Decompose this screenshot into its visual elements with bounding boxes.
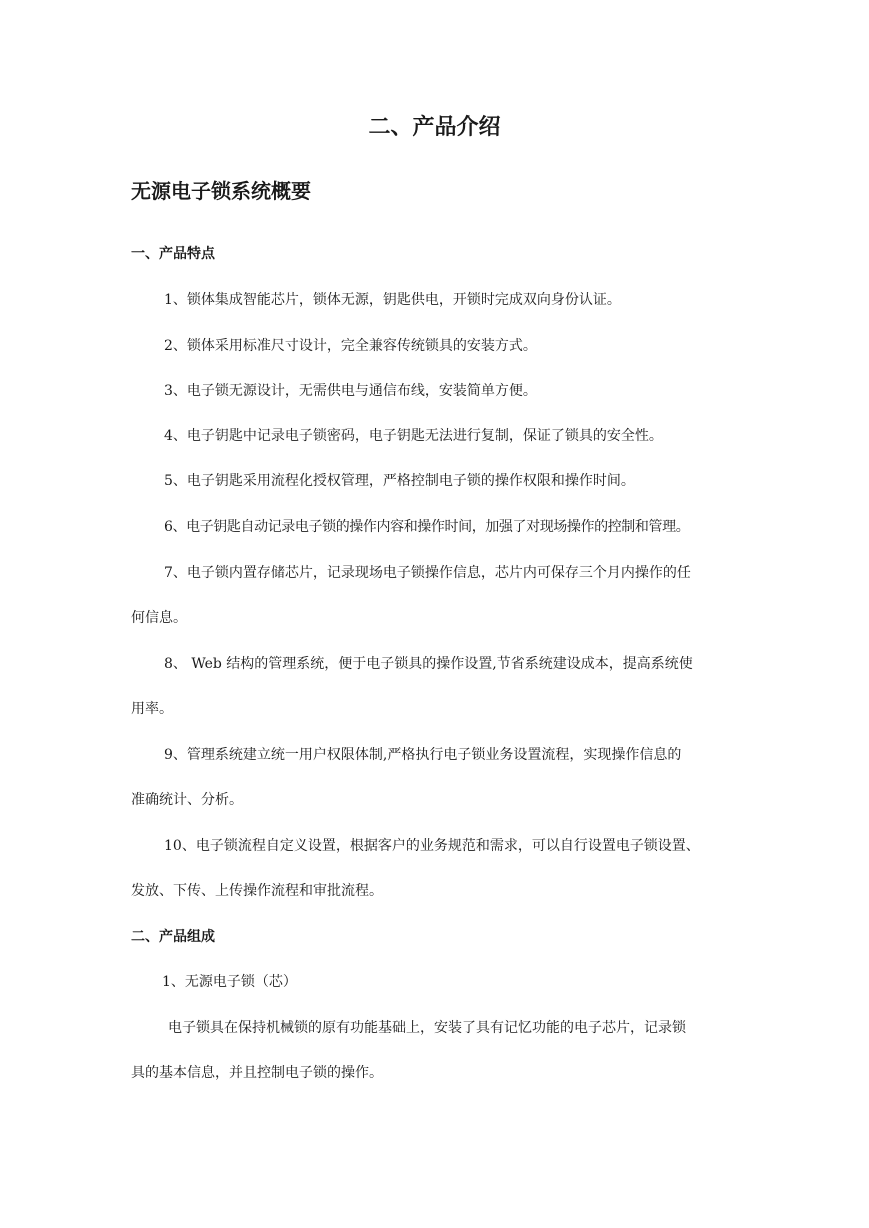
section-heading-features: 一、产品特点: [131, 246, 215, 262]
feature-item-7-continued: 何信息。: [131, 610, 187, 626]
feature-item-3: 3、电子锁无源设计，无需供电与通信布线，安装简单方便。: [164, 383, 537, 399]
feature-item-10: 10、电子锁流程自定义设置，根据客户的业务规范和需求，可以自行设置电子锁设置、: [164, 838, 700, 854]
feature-item-7: 7、电子锁内置存储芯片，记录现场电子锁操作信息，芯片内可保存三个月内操作的任: [164, 565, 691, 581]
composition-paragraph-1: 电子锁具在保持机械锁的原有功能基础上，安装了具有记忆功能的电子芯片，记录锁: [168, 1020, 686, 1036]
feature-item-8: 8、 Web 结构的管理系统，便于电子锁具的操作设置,节省系统建设成本，提高系统使: [164, 656, 693, 672]
feature-item-2: 2、锁体采用标准尺寸设计，完全兼容传统锁具的安装方式。: [164, 338, 537, 354]
feature-item-4: 4、电子钥匙中记录电子锁密码，电子钥匙无法进行复制，保证了锁具的安全性。: [164, 428, 663, 444]
feature-item-9: 9、管理系统建立统一用户权限体制,严格执行电子锁业务设置流程，实现操作信息的: [164, 747, 682, 763]
composition-paragraph-1-continued: 具的基本信息，并且控制电子锁的操作。: [131, 1065, 383, 1081]
feature-item-5: 5、电子钥匙采用流程化授权管理，严格控制电子锁的操作权限和操作时间。: [164, 473, 635, 489]
feature-item-10-continued: 发放、下传、上传操作流程和审批流程。: [131, 883, 383, 899]
section-heading-composition: 二、产品组成: [131, 929, 215, 945]
feature-item-1: 1、锁体集成智能芯片，锁体无源，钥匙供电，开锁时完成双向身份认证。: [164, 292, 621, 308]
feature-item-8-continued: 用率。: [131, 701, 173, 717]
feature-item-6: 6、电子钥匙自动记录电子锁的操作内容和操作时间，加强了对现场操作的控制和管理。: [164, 519, 690, 535]
document-subtitle: 无源电子锁系统概要: [131, 179, 311, 203]
feature-item-9-continued: 准确统计、分析。: [131, 792, 243, 808]
composition-subheading-1: 1、无源电子锁（芯）: [162, 974, 297, 990]
page-title: 二、产品介绍: [368, 115, 501, 140]
